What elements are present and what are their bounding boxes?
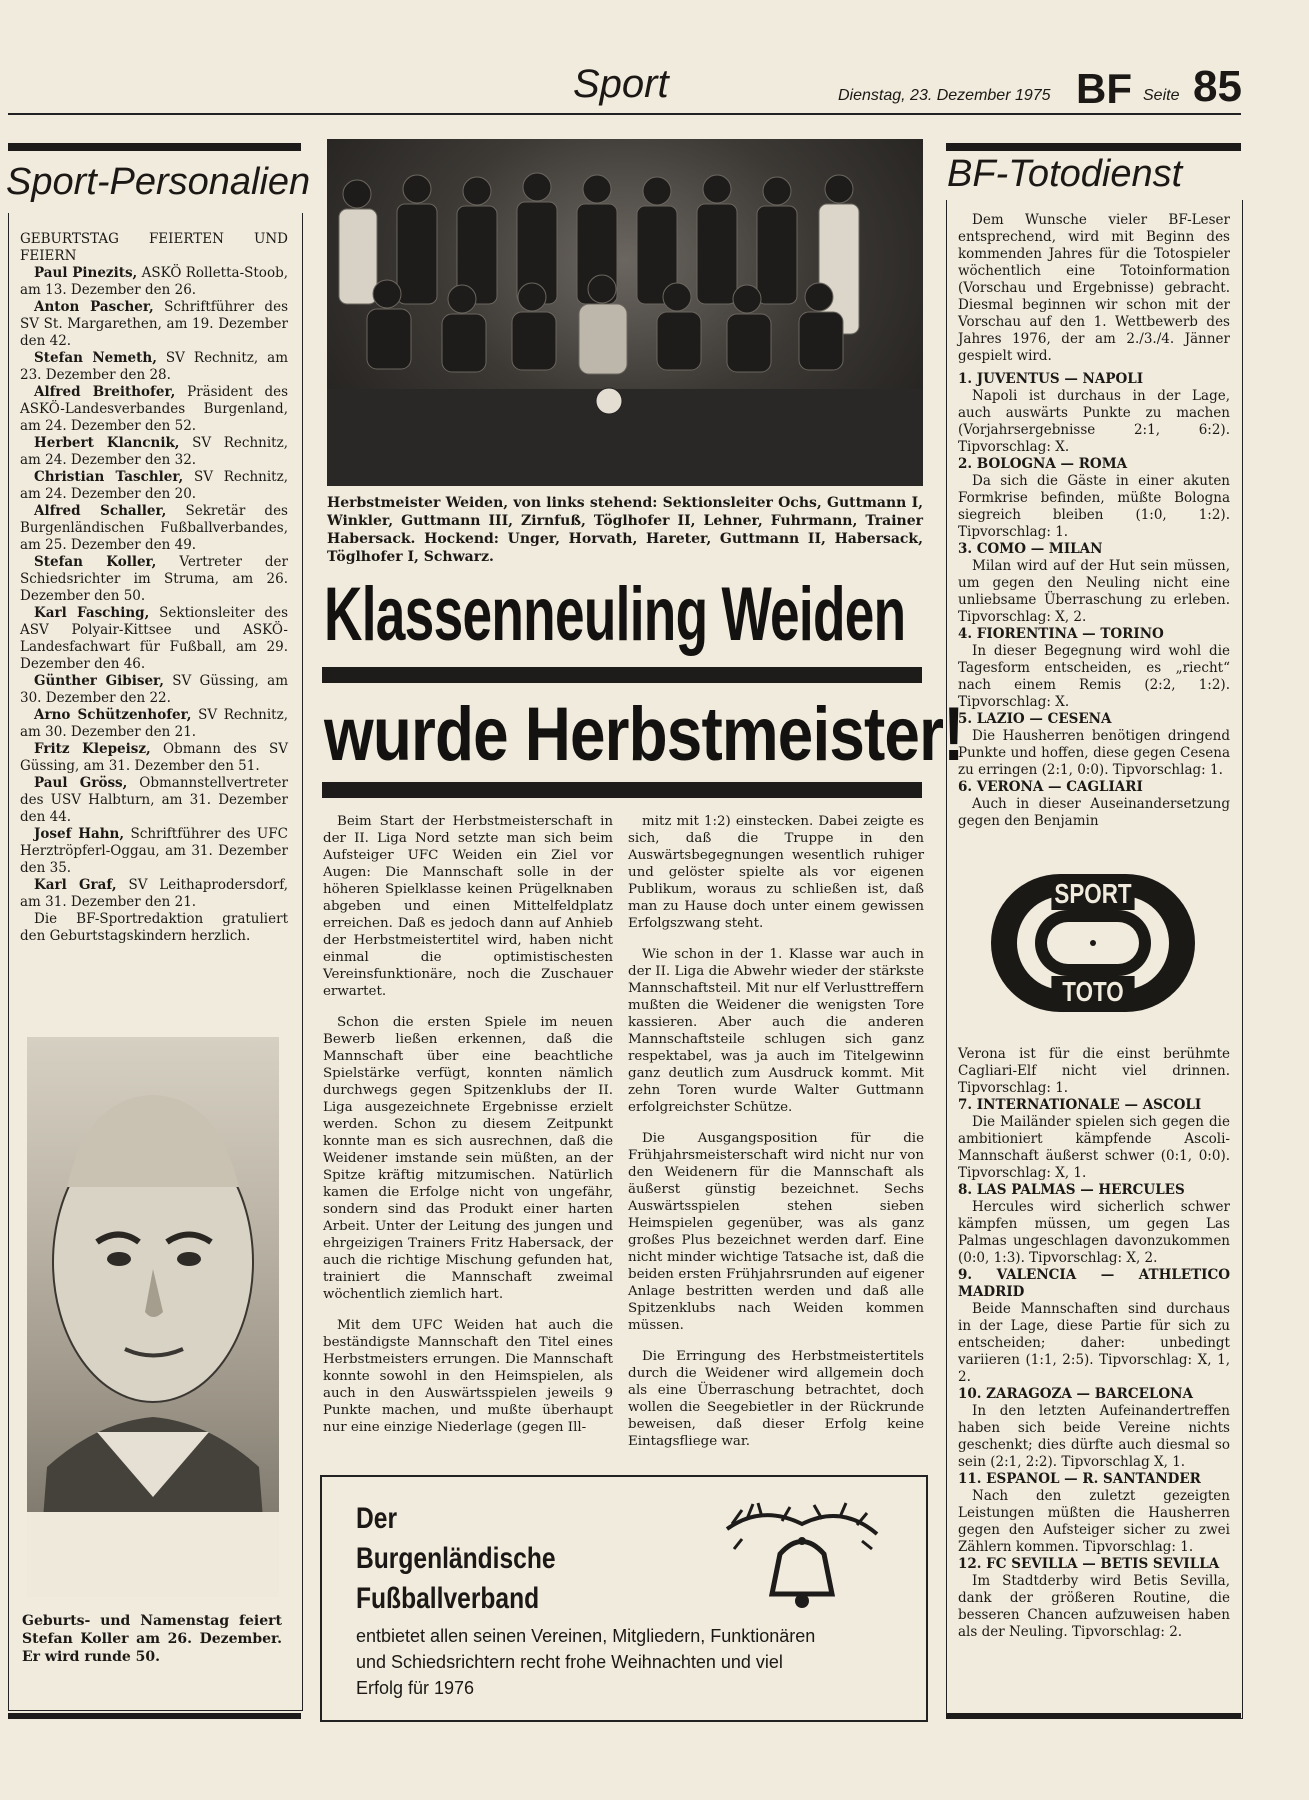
toto-match-heading: 9. VALENCIA — ATHLETICO MADRID <box>958 1267 1230 1300</box>
ad-title-line-1: Der <box>356 1502 398 1535</box>
birthday-detail: Schriftführer des SV St. Margarethen, am 19. Dezember den 42. <box>20 299 288 349</box>
toto-match-heading: 8. LAS PALMAS — HERCULES <box>958 1182 1185 1198</box>
issue-date: Dienstag, 23. Dezember 1975 <box>838 87 1051 104</box>
toto-match-text: Nach den zuletzt gezeigten Leistungen müßten die Hausherren gegen den Aufsteiger sicher zu zwei Zählern kommen. Tipvorschlag: 1. <box>958 1488 1230 1555</box>
personalien-outro: Die BF-Sportredaktion gratuliert den Geburtstagskindern herzlich. <box>20 911 288 944</box>
birthday-name: Günther Gibiser, <box>34 673 164 689</box>
article-paragraph: Die Erringung des Herbstmeistertitels durch die Weidener wird allgemein doch als eine Überraschung betrachtet, doch wollen die Seegebietler in der Rückrunde beweisen, daß dieser Erfolg keine Eintagsfliege war. <box>628 1349 924 1449</box>
header-rule <box>8 113 1241 115</box>
ad-body: entbietet allen seinen Vereinen, Mitgliedern, Funktionären und Schiedsrichtern recht frohe Weihnachten und viel Erfolg für 1976 <box>356 1626 816 1698</box>
birthday-name: Stefan Nemeth, <box>34 350 157 366</box>
birthday-entry <box>20 826 288 877</box>
birthday-detail: ASKÖ Rolletta-Stoob, am 13. Dezember den 26. <box>20 265 289 298</box>
birthday-entry <box>20 384 288 435</box>
birthday-entry <box>20 877 288 911</box>
toto-column-bottom <box>958 1046 1230 1641</box>
totodienst-title: BF-Totodienst <box>947 153 1183 195</box>
personalien-intro: GEBURTSTAG FEIERTEN UND FEIERN <box>20 231 288 264</box>
toto-match-heading: 3. COMO — MILAN <box>958 541 1103 557</box>
birthday-entry <box>20 605 288 673</box>
birthday-name: Stefan Koller, <box>34 554 157 570</box>
toto-matches-bottom <box>958 1097 1230 1641</box>
toto-match-heading: 7. INTERNATIONALE — ASCOLI <box>958 1097 1202 1113</box>
personalien-title: Sport-Personalien <box>6 161 311 203</box>
team-photo-drawing <box>327 139 923 486</box>
ad-heading <box>356 1499 736 1619</box>
birthday-name: Paul Gröss, <box>34 775 128 791</box>
birthday-name: Herbert Klancnik, <box>34 435 180 451</box>
toto-match-text: Die Mailänder spielen sich gegen die ambitioniert kämpfende Ascoli-Mannschaft äußerst schwer (0:1, 0:0). Tipvorschlag: X, 1. <box>958 1114 1230 1181</box>
team-photo <box>327 139 923 486</box>
article-column-1 <box>323 813 613 1450</box>
birthday-detail: Schriftführer des UFC Herztröpferl-Oggau, am 31. Dezember den 35. <box>20 826 288 876</box>
toto-match-heading: 6. VERONA — CAGLIARI <box>958 779 1143 795</box>
birthday-entry <box>20 350 288 384</box>
birthday-name: Paul Pinezits, <box>34 265 138 281</box>
birthday-entry <box>20 554 288 605</box>
headline-line-1: Klassenneuling Weiden <box>324 572 906 657</box>
christmas-bell-icon <box>722 1499 882 1619</box>
article-column-2 <box>628 813 924 1464</box>
toto-match-heading: 4. FIORENTINA — TORINO <box>958 626 1164 642</box>
logo-text-toto: TOTO <box>1051 976 1134 1008</box>
birthday-detail: SV Güssing, am 30. Dezember den 22. <box>20 673 288 706</box>
birthday-name: Fritz Klepeisz, <box>34 741 151 757</box>
birthday-list <box>20 265 288 911</box>
birthday-entry <box>20 503 288 554</box>
birthday-entry <box>20 707 288 741</box>
team-photo-caption: Herbstmeister Weiden, von links stehend: Sektionsleiter Ochs, Guttmann I, Winkler, Guttmann III, Zirnfuß, Töglhofer II, Lehner, Fuhrmann, Trainer Habersack. Hockend: Unger, Horvath, Hareter, Guttmann II, Habersack, Töglhofer I, Schwarz. <box>327 495 923 565</box>
birthday-detail: Obmann des SV Güssing, am 31. Dezember den 51. <box>20 741 289 774</box>
toto-match-heading: 5. LAZIO — CESENA <box>958 711 1112 727</box>
birthday-name: Anton Pascher, <box>34 299 154 315</box>
birthday-detail: SV Rechnitz, am 24. Dezember den 32. <box>20 435 288 468</box>
birthday-detail: Präsident des ASKÖ-Landesverbandes Burgenland, am 24. Dezember den 52. <box>20 384 289 434</box>
page-label: Seite <box>1143 87 1180 104</box>
ad-title-line-2: Burgenländische <box>356 1542 556 1575</box>
birthday-name: Josef Hahn, <box>34 826 125 842</box>
birthday-detail: Obmannstellvertreter des USV Halbturn, am 31. Dezember den 44. <box>20 775 288 825</box>
koller-photo <box>27 1037 279 1597</box>
toto-match-text: Die Hausherren benötigen dringend Punkte und hoffen, diese gegen Cesena zu erringen (2:1, 0:0). Tipvorschlag: 1. <box>958 728 1230 778</box>
toto-match-text: In dieser Begegnung wird wohl die Tagesform entscheiden, es „riecht“ nach einem Remis (2:2, 1:2). Tipvorschlag: X. <box>958 643 1230 710</box>
toto-match-text: Milan wird auf der Hut sein müssen, um gegen den Neuling nicht eine unliebsame Überraschung zu erleben. Tipvorschlag: X, 2. <box>958 558 1230 625</box>
birthday-detail: Sektionsleiter des ASV Polyair-Kittsee und ASKÖ-Landesfachwart für Fußball, am 29. Dezember den 46. <box>20 605 288 672</box>
birthday-entry <box>20 469 288 503</box>
right-bottom-bar <box>946 1713 1241 1719</box>
article-paragraph: Schon die ersten Spiele im neuen Bewerb ließen erkennen, daß die Mannschaft über eine beachtliche Spielstärke verfügt, konnten nämlich durchwegs gegen Spitzenklubs der II. Liga ausgezeichnete Ergebnisse erzielt werden. Schon zu diesem Zeitpunkt konnte man es sich ausrechnen, daß die Weidener imstande sein müßten, an der Spitze kräftig mitzumischen. Natürlich kamen die Erfolge nicht von ungefähr, sondern sind das Produkt einer harten Arbeit. Unter der Leitung des jungen und ehrgeizigen Trainers Fritz Habersack, der auch die richtige Mischung gefunden hat, trainiert die Mannschaft zweimal wöchentlich ziemlich hart. <box>323 1015 613 1302</box>
toto-match-text: Hercules wird sicherlich schwer kämpfen müssen, um gegen Las Palmas ungeschlagen davonzukommen (0:0, 1:3). Tipvorschlag: X, 2. <box>958 1199 1230 1266</box>
headline-rule-1 <box>322 667 922 683</box>
toto-match-text: Beide Mannschaften sind durchaus in der Lage, diese Partie für sich zu entscheiden; daher: unbedingt variieren (1:1, 2:5). Tipvorschlag: X, 1, 2. <box>958 1301 1230 1385</box>
toto-match-heading: 11. ESPANOL — R. SANTANDER <box>958 1471 1201 1487</box>
birthday-name: Karl Fasching, <box>34 605 150 621</box>
article-paragraph: Mit dem UFC Weiden hat auch die beständigste Mannschaft den Titel eines Herbstmeisters errungen. Die Mannschaft konnte sowohl in den Heimspielen, als auch in den Auswärtsspielen jeweils 9 Punkte machen, und mußte überhaupt nur eine einzige Niederlage (gegen Ill- <box>323 1318 613 1435</box>
article-paragraph: Wie schon in der 1. Klasse war auch in der II. Liga die Abwehr wieder der stärkste Mannschaftsteil. Mit nur elf Verlusttreffern mußten die Weidener die wenigsten Tore kassieren. Aber auch die anderen Mannschaftsteile schlugen sich ganz respektabel, was ja auch im Titelgewinn ganz deutlich zum Ausdruck kommt. Mit zehn Toren wurde Walter Guttmann erfolgreichster Schütze. <box>628 947 924 1115</box>
section-name: Sport <box>573 62 669 106</box>
left-bottom-bar <box>8 1713 301 1719</box>
right-title-bar <box>946 143 1241 151</box>
article-paragraph: mitz mit 1:2) einstecken. Dabei zeigte es sich, daß die Truppe in den Auswärtsbegegnungen wesentlich ruhiger und gelöster spielte als vor eigenen Publikum, woraus zu schließen ist, daß man zu Hause doch unter einem gewissen Erfolgszwang steht. <box>628 814 924 931</box>
birthday-entry <box>20 775 288 826</box>
toto-column-top <box>958 212 1230 830</box>
birthday-entry <box>20 299 288 350</box>
toto-match-heading: 1. JUVENTUS — NAPOLI <box>958 371 1144 387</box>
fussballverband-ad <box>320 1475 928 1722</box>
headline-line-2: wurde Herbstmeister! <box>324 692 964 777</box>
article-paragraph: Die Ausgangsposition für die Frühjahrsmeisterschaft wird nicht nur von den Weidenern für die Mannschaft als äußerst günstig bezeichnet. Sechs Auswärtsspielen stehen sieben Heimspielen gegenüber, was als ganz großes Plus bezeichnet werden darf. Eine nicht minder wichtige Tatsache ist, daß die beiden ersten Frühjahrsrunden auf eigener Anlage bestritten werden und daß alle Spitzenklubs nach Weiden kommen müssen. <box>628 1131 924 1333</box>
birthday-name: Alfred Schaller, <box>34 503 167 519</box>
toto-intro: Dem Wunsche vieler BF-Leser entsprechend, wird mit Beginn des kommenden Jahres für die Totospieler wöchentlich eine Totoinformation (Vorschau und Ergebnisse) gebracht. Diesmal beginnen wir schon mit der Vorschau auf den 1. Wettbewerb des Jahres 1976, der am 2./3./4. Jänner gespielt wird. <box>958 212 1230 364</box>
birthday-detail: SV Rechnitz, am 30. Dezember den 21. <box>20 707 288 740</box>
sport-toto-logo <box>987 870 1199 1016</box>
toto-match-heading: 2. BOLOGNA — ROMA <box>958 456 1128 472</box>
birthday-entry <box>20 673 288 707</box>
koller-caption: Geburts- und Namenstag feiert Stefan Koller am 26. Dezember. Er wird runde 50. <box>22 1613 282 1665</box>
page-number: 85 <box>1193 62 1242 111</box>
birthday-detail: SV Rechnitz, am 24. Dezember den 20. <box>20 469 289 502</box>
logo-text-sport: SPORT <box>1051 878 1134 910</box>
birthday-entry <box>20 435 288 469</box>
article-paragraph: Beim Start der Herbstmeisterschaft in der II. Liga Nord setzte man sich beim Aufsteiger UFC Weiden ein Ziel vor Augen: Die Mannschaft solle in der höheren Spielklasse keinen Prügelknaben abgeben und einen Mittelfeldplatz erreichen. Daß es jedoch dann auf Anhieb der Herbstmeistertitel wird, haben nicht einmal die optimistischesten Vereinsfunktionäre, noch die Zuschauer erwartet. <box>323 814 613 999</box>
toto-match-heading: 12. FC SEVILLA — BETIS SEVILLA <box>958 1556 1220 1572</box>
personalien-column <box>20 231 288 945</box>
toto-matches-top <box>958 371 1230 830</box>
birthday-name: Alfred Breithofer, <box>34 384 176 400</box>
toto-continuation: Verona ist für die einst berühmte Cagliari-Elf nicht viel drinnen. Tipvorschlag: 1. <box>958 1046 1230 1096</box>
birthday-name: Arno Schützenhofer, <box>34 707 192 723</box>
ad-title-line-3: Fußballverband <box>356 1582 540 1615</box>
birthday-detail: Vertreter der Schiedsrichter im Struma, am 26. Dezember den 50. <box>20 554 288 604</box>
toto-match-text: Im Stadtderby wird Betis Sevilla, dank der größeren Routine, die besseren Chancen aufzuweisen haben als der Neuling. Tipvorschlag: 2. <box>958 1573 1230 1640</box>
toto-match-text: Napoli ist durchaus in der Lage, auch auswärts Punkte zu machen (Vorjahrsergebnisse 2:1, 6:2). Tipvorschlag: X. <box>958 388 1230 455</box>
toto-match-text: Da sich die Gäste in einer akuten Formkrise befinden, müßte Bologna siegreich bleiben (1:0, 1:2). Tipvorschlag: 1. <box>958 473 1230 540</box>
birthday-entry <box>20 741 288 775</box>
birthday-name: Karl Graf, <box>34 877 117 893</box>
birthday-name: Christian Taschler, <box>34 469 184 485</box>
toto-match-heading: 10. ZARAGOZA — BARCELONA <box>958 1386 1193 1402</box>
brand-logo: BF <box>1076 65 1132 112</box>
birthday-detail: Sekretär des Burgenländischen Fußballverbandes, am 25. Dezember den 49. <box>20 503 288 553</box>
koller-portrait-drawing <box>27 1037 279 1597</box>
birthday-detail: SV Leithaprodersdorf, am 31. Dezember den 21. <box>20 877 289 910</box>
left-title-bar <box>8 143 301 151</box>
birthday-entry <box>20 265 288 299</box>
birthday-detail: SV Rechnitz, am 23. Dezember den 28. <box>20 350 288 383</box>
toto-match-text: In den letzten Aufeinandertreffen haben sich beide Vereine nichts geschenkt; dies dürfte auch diesmal so sein (2:1, 2:2). Tipvorschlag X, 1. <box>958 1403 1230 1470</box>
headline-rule-2 <box>322 782 922 798</box>
toto-match-text: Auch in dieser Auseinandersetzung gegen den Benjamin <box>958 796 1230 829</box>
